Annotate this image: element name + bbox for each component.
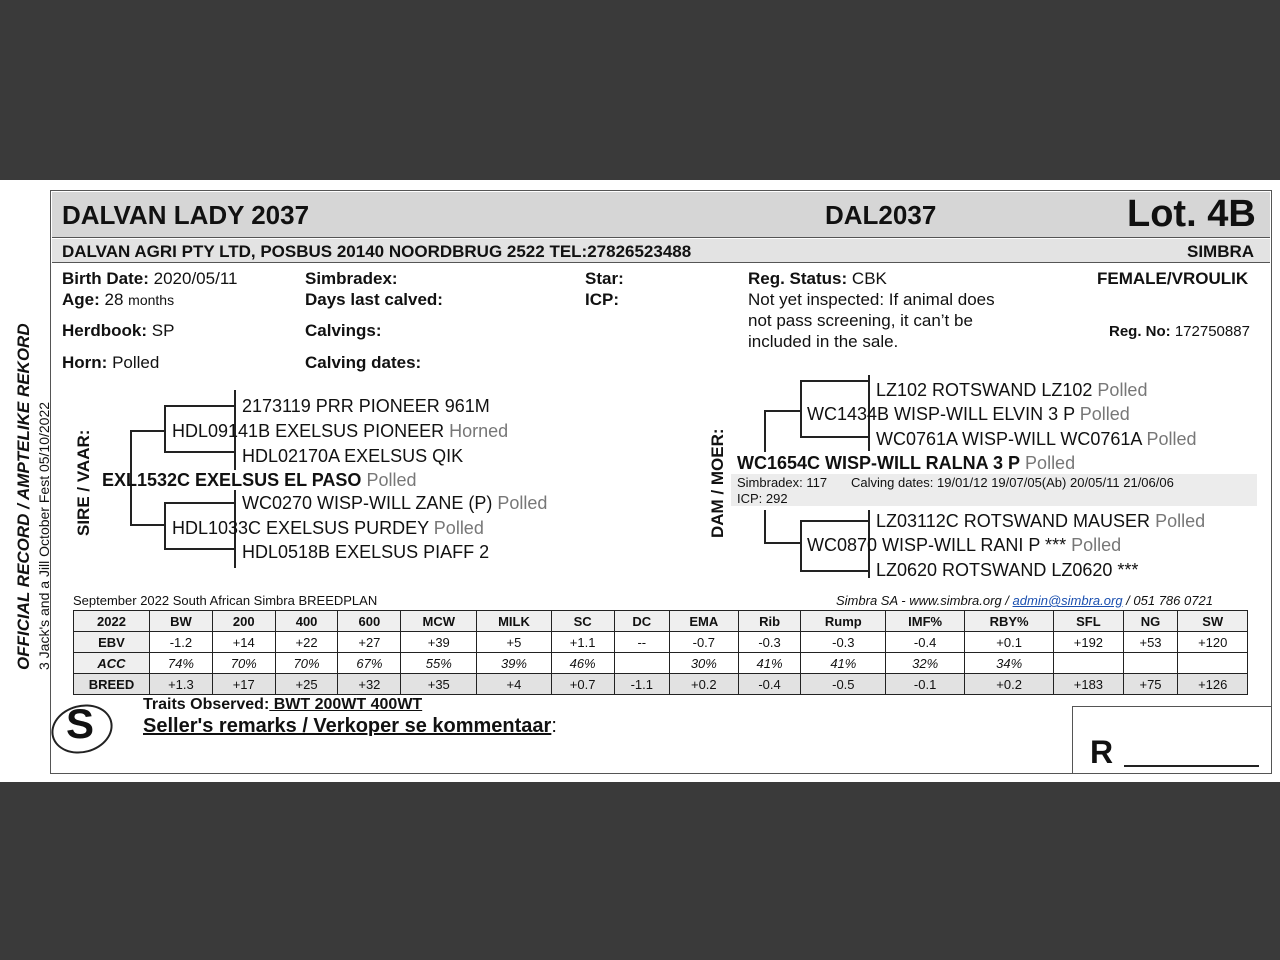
table-cell: 200 <box>212 611 275 632</box>
table-cell: -0.1 <box>886 674 965 695</box>
simbradex-label: Simbradex: <box>305 269 398 288</box>
dam-dam-dam: LZ0620 ROTSWAND LZ0620 *** <box>876 560 1139 580</box>
sire-dam-sire-horn: Polled <box>497 493 548 513</box>
inspection-note-3: included in the sale. <box>748 332 899 351</box>
icp-label: ICP: <box>585 290 619 309</box>
breedplan-source: September 2022 South African Simbra BREEDPLAN <box>73 593 378 608</box>
table-cell: -1.1 <box>614 674 669 695</box>
age-label: Age: <box>62 290 100 309</box>
row-label: 2022 <box>74 611 150 632</box>
lot-number: Lot. 4B <box>1127 193 1256 235</box>
row-label: BREED <box>74 674 150 695</box>
table-cell <box>614 653 669 674</box>
table-cell: 46% <box>551 653 614 674</box>
calving-dates-label: Calving dates: <box>305 353 422 372</box>
sire-sire-horn: Horned <box>449 421 509 441</box>
dam-label: DAM / MOER: <box>708 428 727 538</box>
herdbook <box>62 321 174 341</box>
table-cell: RBY% <box>965 611 1054 632</box>
dam-animal <box>737 453 1075 474</box>
sellers-remarks-label: Seller's remarks / Verkoper se kommentaar <box>143 715 552 737</box>
table-cell: +0.2 <box>965 674 1054 695</box>
sire-sire-line-bottom <box>164 451 234 453</box>
traits-value: BWT 200WT 400WT <box>269 696 423 713</box>
table-cell: SW <box>1178 611 1248 632</box>
table-cell: MILK <box>477 611 551 632</box>
sire-sire <box>172 421 508 442</box>
table-cell: -0.3 <box>801 632 886 653</box>
table-cell: +183 <box>1054 674 1123 695</box>
table-cell: 55% <box>401 653 477 674</box>
header-row <box>74 611 1248 632</box>
table-cell: Rump <box>801 611 886 632</box>
animal-name: DALVAN LADY 2037 <box>62 200 310 230</box>
breed-name: SIMBRA <box>1187 242 1255 261</box>
table-cell: 32% <box>886 653 965 674</box>
table-cell: 74% <box>150 653 213 674</box>
sire-sire-line-top <box>164 405 234 407</box>
dam-line-top <box>764 410 800 412</box>
horn-value: Polled <box>112 353 160 372</box>
age <box>62 290 174 310</box>
dam-dam-sire-horn: Polled <box>1155 511 1206 531</box>
sire-horn: Polled <box>366 470 417 490</box>
table-cell: 70% <box>275 653 338 674</box>
table-cell: +35 <box>401 674 477 695</box>
reg-number <box>1109 323 1250 340</box>
table-cell: DC <box>614 611 669 632</box>
dam-sire-name: WC1434B WISP-WILL ELVIN 3 P <box>807 404 1075 424</box>
price-box-top <box>1072 706 1272 707</box>
dam-simbradex: Simbradex: 117 <box>737 475 828 490</box>
table-cell: +1.1 <box>551 632 614 653</box>
sire-label: SIRE / VAAR: <box>74 429 93 536</box>
dam-dam-sire <box>876 511 1205 532</box>
sire-animal <box>102 470 417 491</box>
acc-row <box>74 653 1248 674</box>
table-cell: +39 <box>401 632 477 653</box>
table-cell: MCW <box>401 611 477 632</box>
table-cell: 41% <box>801 653 886 674</box>
age-unit: months <box>128 292 175 308</box>
table-cell <box>1054 653 1123 674</box>
sire-dam-bracket <box>164 502 166 550</box>
table-cell: -0.5 <box>801 674 886 695</box>
dam-sire-horn: Polled <box>1079 404 1130 424</box>
sire-sire-sire: 2173119 PRR PIONEER 961M <box>242 396 490 416</box>
sire-dam-line-top <box>164 502 234 504</box>
table-cell: +0.7 <box>551 674 614 695</box>
row-label: EBV <box>74 632 150 653</box>
dam-sire-dam-name: WC0761A WISP-WILL WC0761A <box>876 429 1142 449</box>
calvings-label: Calvings: <box>305 321 382 340</box>
table-cell: +0.1 <box>965 632 1054 653</box>
birth-date-value: 2020/05/11 <box>153 269 238 288</box>
sire-dam <box>172 518 484 539</box>
dam-sire-line-top <box>800 380 868 382</box>
herdbook-value: SP <box>151 321 175 340</box>
inspection-note-2: not pass screening, it can’t be <box>748 311 973 330</box>
sire-name: EXL1532C EXELSUS EL PASO <box>102 470 362 490</box>
traits-observed <box>143 696 422 714</box>
sire-dam-line-bottom <box>164 548 234 550</box>
sellers-remarks-colon: : <box>551 715 557 737</box>
dam-dam-sire-name: LZ03112C ROTSWAND MAUSER <box>876 511 1151 531</box>
sire-dam-horn: Polled <box>433 518 484 538</box>
table-cell: +14 <box>212 632 275 653</box>
dam-sire <box>807 404 1130 425</box>
table-cell: IMF% <box>886 611 965 632</box>
table-cell <box>1123 653 1178 674</box>
dam-horn: Polled <box>1025 453 1076 473</box>
sire-sire-name: HDL09141B EXELSUS PIONEER <box>172 421 445 441</box>
star-label: Star: <box>585 269 624 288</box>
dam-bracket-top <box>764 410 766 452</box>
table-cell: BW <box>150 611 213 632</box>
contact-email-link[interactable]: admin@simbra.org <box>1012 593 1123 608</box>
dam-sire-bracket <box>800 380 802 438</box>
dam-sire-sire-name: LZ102 ROTSWAND LZ102 <box>876 380 1093 400</box>
sire-bracket-top <box>130 430 164 432</box>
table-cell: 67% <box>338 653 401 674</box>
age-value: 28 <box>104 290 124 309</box>
table-cell: -- <box>614 632 669 653</box>
reg-status-label: Reg. Status: <box>748 269 848 288</box>
contact-phone: / 051 786 0721 <box>1126 593 1213 608</box>
table-cell: 30% <box>670 653 739 674</box>
reg-status <box>748 269 887 289</box>
table-cell: -0.3 <box>738 632 801 653</box>
dam-bracket-bottom <box>764 510 766 544</box>
sire-dam-dam: HDL0518B EXELSUS PIAFF 2 <box>242 542 490 562</box>
table-cell: +1.3 <box>150 674 213 695</box>
table-cell: -0.4 <box>886 632 965 653</box>
table-cell: 34% <box>965 653 1054 674</box>
sale-name-text: 3 Jack's and a Jill October Fest 05/10/2022 <box>36 401 52 670</box>
ebv-table <box>73 610 1248 695</box>
reg-status-value: CBK <box>851 269 887 288</box>
dam-dam-line-bottom <box>800 570 868 572</box>
table-cell: 400 <box>275 611 338 632</box>
table-cell: 70% <box>212 653 275 674</box>
table-cell: +27 <box>338 632 401 653</box>
table-cell: +32 <box>338 674 401 695</box>
reg-number-label: Reg. No: <box>1109 323 1171 340</box>
table-cell: SC <box>551 611 614 632</box>
dam-sire-line-bottom <box>800 436 868 438</box>
simbra-logo-letter: S <box>66 700 95 747</box>
table-cell: +53 <box>1123 632 1178 653</box>
sire-bracket-bottom <box>130 524 164 526</box>
table-cell: EMA <box>670 611 739 632</box>
table-cell: +17 <box>212 674 275 695</box>
table-cell: +126 <box>1178 674 1248 695</box>
sire-dam-sire-name: WC0270 WISP-WILL ZANE (P) <box>242 493 493 513</box>
days-last-calved-label: Days last calved: <box>305 290 443 309</box>
dam-calving-dates: Calving dates: 19/01/12 19/07/05(Ab) 20/05/11 21/06/06 <box>851 475 1174 490</box>
top-dark-band <box>0 0 1280 180</box>
sex: FEMALE/VROULIK <box>1097 269 1249 288</box>
table-cell: -0.4 <box>738 674 801 695</box>
table-cell: 39% <box>477 653 551 674</box>
bottom-dark-band <box>0 782 1280 960</box>
price-line[interactable] <box>1124 765 1259 767</box>
table-cell: +5 <box>477 632 551 653</box>
sellers-remarks <box>143 715 557 738</box>
dam-sire-dam <box>876 429 1197 450</box>
herdbook-label: Herdbook: <box>62 321 147 340</box>
official-record-text: OFFICIAL RECORD / AMPTELIKE REKORD <box>14 323 33 670</box>
dam-name: WC1654C WISP-WILL RALNA 3 P <box>737 453 1021 473</box>
price-box-left <box>1072 706 1073 774</box>
sire-sire-dam: HDL02170A EXELSUS QIK <box>242 446 464 466</box>
table-cell: SFL <box>1054 611 1123 632</box>
birth-date-label: Birth Date: <box>62 269 149 288</box>
sire-dam-name: HDL1033C EXELSUS PURDEY <box>172 518 429 538</box>
table-cell: +120 <box>1178 632 1248 653</box>
dam-sire-sire <box>876 380 1147 401</box>
table-cell: +4 <box>477 674 551 695</box>
row-label: ACC <box>74 653 150 674</box>
table-cell: Rib <box>738 611 801 632</box>
dam-icp: ICP: 292 <box>737 491 788 506</box>
table-cell: +25 <box>275 674 338 695</box>
table-cell <box>1178 653 1248 674</box>
dam-dam-bracket <box>800 520 802 572</box>
lot-card <box>0 180 1280 782</box>
table-cell: -1.2 <box>150 632 213 653</box>
dam-dam <box>807 535 1121 556</box>
table-cell: NG <box>1123 611 1178 632</box>
dam-sire-dam-horn: Polled <box>1146 429 1197 449</box>
table-cell: +22 <box>275 632 338 653</box>
traits-label: Traits Observed: <box>143 696 270 713</box>
table-cell: -0.7 <box>670 632 739 653</box>
dam-dam-horn: Polled <box>1071 535 1122 555</box>
table-cell: 600 <box>338 611 401 632</box>
table-cell: +75 <box>1123 674 1178 695</box>
sire-dam-sire <box>242 493 547 514</box>
breedplan-contact <box>836 593 1213 608</box>
table-cell: 41% <box>738 653 801 674</box>
birth-date <box>62 269 237 289</box>
horn <box>62 353 159 373</box>
dam-line-bottom <box>764 542 800 544</box>
breeder-info: DALVAN AGRI PTY LTD, POSBUS 20140 NOORDBRUG 2522 TEL:27826523488 <box>62 242 692 261</box>
contact-prefix: Simbra SA - www.simbra.org / <box>836 593 1009 608</box>
inspection-note-1: Not yet inspected: If animal does <box>748 290 995 309</box>
price-label: R <box>1090 734 1114 770</box>
reg-number-value: 172750887 <box>1174 323 1250 340</box>
table-cell: +0.2 <box>670 674 739 695</box>
table-cell: +192 <box>1054 632 1123 653</box>
breed-row <box>74 674 1248 695</box>
ebv-row <box>74 632 1248 653</box>
dam-dam-line-top <box>800 520 868 522</box>
dam-sire-sire-horn: Polled <box>1097 380 1148 400</box>
horn-label: Horn: <box>62 353 108 372</box>
animal-code: DAL2037 <box>825 200 937 230</box>
sire-sire-bracket <box>164 405 166 453</box>
dam-dam-name: WC0870 WISP-WILL RANI P *** <box>807 535 1067 555</box>
